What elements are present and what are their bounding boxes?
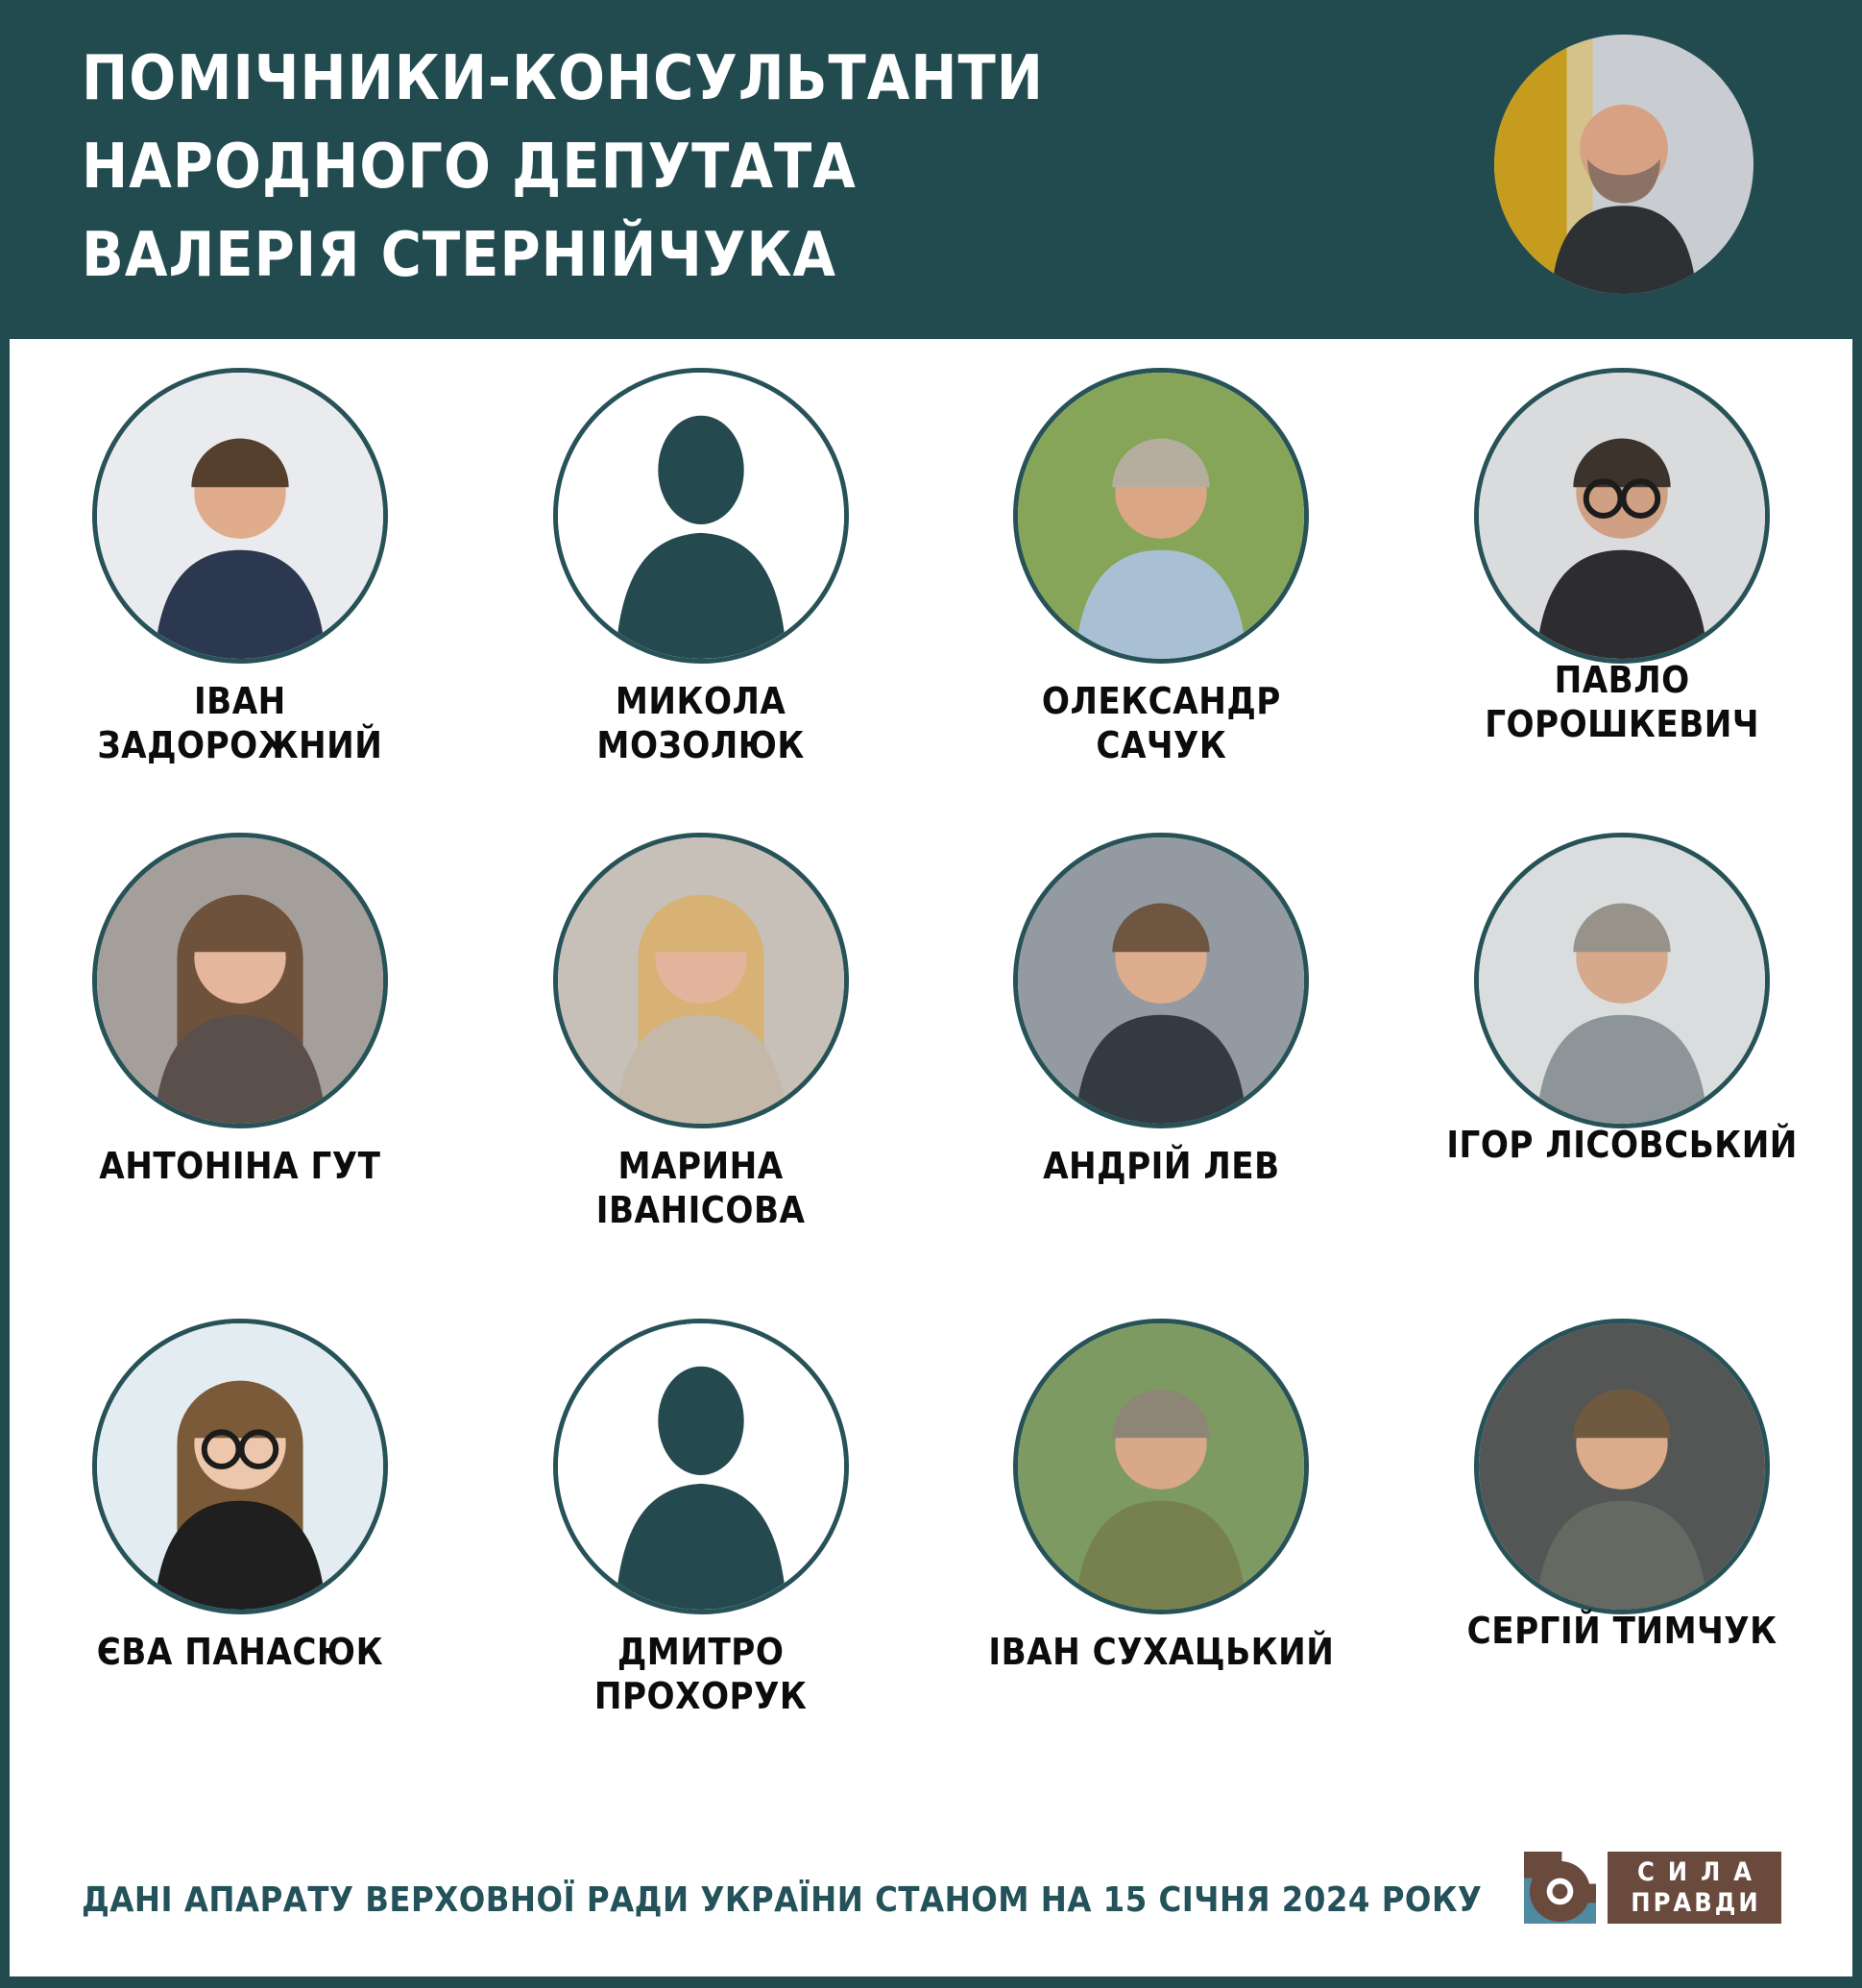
person-photo <box>92 833 388 1128</box>
person-card <box>1391 1319 1852 1718</box>
person-name-line: ДМИТРО <box>617 1631 785 1673</box>
person-name-line: ЄВА ПАНАСЮК <box>96 1631 384 1673</box>
person-name-line: САЧУК <box>1096 724 1227 766</box>
person-name-line: АНДРІЙ ЛЕВ <box>1043 1145 1280 1187</box>
person-card <box>1391 368 1852 833</box>
person-photo <box>1474 1319 1770 1614</box>
person-name-line: СЕРГІЙ ТИМЧУК <box>1466 1610 1777 1652</box>
person-name-line: МАРИНА <box>617 1145 784 1187</box>
person-card <box>471 1319 931 1718</box>
person-name <box>1485 658 1759 746</box>
person-photo <box>92 368 388 664</box>
person-name-line: ПРОХОРУК <box>593 1675 808 1717</box>
person-photo <box>1474 368 1770 664</box>
person-photo <box>1474 833 1770 1128</box>
person-name <box>99 1144 380 1188</box>
person-name-line: МИКОЛА <box>615 680 786 722</box>
person-card <box>1391 833 1852 1319</box>
person-card <box>471 368 931 833</box>
person-card <box>931 368 1392 833</box>
person-name-line: ІВАНІСОВА <box>595 1189 806 1231</box>
person-card <box>10 1319 471 1718</box>
person-photo <box>92 1319 388 1614</box>
syla-pravdy-logo-text <box>1608 1852 1781 1924</box>
person-name-line: ІВАН <box>193 680 286 722</box>
deputy-photo <box>1494 35 1753 294</box>
assistants-card <box>10 339 1852 1976</box>
person-name-line: ГОРОШКЕВИЧ <box>1485 703 1760 745</box>
person-name <box>1446 1123 1798 1167</box>
person-name <box>97 679 382 767</box>
assistants-grid <box>10 339 1852 1718</box>
person-silhouette-icon <box>553 1319 849 1614</box>
person-name-line: ІГОР ЛІСОВСЬКИЙ <box>1446 1124 1798 1166</box>
person-photo <box>1013 833 1309 1128</box>
person-card <box>10 833 471 1319</box>
source-note: ДАНІ АПАРАТУ ВЕРХОВНОЇ РАДИ УКРАЇНИ СТАНОМ НА 15 СІЧНЯ 2024 РОКУ <box>82 1880 1483 1920</box>
person-name <box>1467 1609 1777 1653</box>
person-name <box>1042 679 1281 767</box>
logo-text-line-2: ПРАВДИ <box>1631 1887 1761 1918</box>
person-name <box>596 1144 806 1232</box>
logo-text-line-1: СИЛА <box>1636 1856 1766 1887</box>
person-name <box>97 1630 383 1674</box>
person-name-line: ПАВЛО <box>1554 659 1690 701</box>
person-name <box>594 1630 808 1718</box>
person-name <box>988 1630 1334 1674</box>
page-title <box>82 35 1044 300</box>
person-card <box>471 833 931 1319</box>
person-card <box>931 833 1392 1319</box>
person-photo <box>1013 368 1309 664</box>
person-name-line: ЗАДОРОЖНИЙ <box>97 724 383 766</box>
person-photo <box>1013 1319 1309 1614</box>
person-silhouette-icon <box>553 368 849 664</box>
syla-pravdy-logo-icon <box>1524 1852 1596 1924</box>
person-name <box>596 679 804 767</box>
person-card <box>10 368 471 833</box>
person-card <box>931 1319 1392 1718</box>
person-photo <box>553 833 849 1128</box>
page-title-line-2: НАРОДНОГО ДЕПУТАТА <box>82 132 857 203</box>
person-name-line: МОЗОЛЮК <box>596 724 805 766</box>
page-title-line-3: ВАЛЕРІЯ СТЕРНІЙЧУКА <box>82 220 836 291</box>
person-name-line: ОЛЕКСАНДР <box>1041 680 1281 722</box>
person-name-line: ІВАН СУХАЦЬКИЙ <box>988 1631 1335 1673</box>
person-name-line: АНТОНІНА ГУТ <box>99 1145 381 1187</box>
person-name <box>1043 1144 1280 1188</box>
syla-pravdy-logo <box>1524 1852 1781 1924</box>
page-title-line-1: ПОМІЧНИКИ-КОНСУЛЬТАНТИ <box>82 43 1044 114</box>
